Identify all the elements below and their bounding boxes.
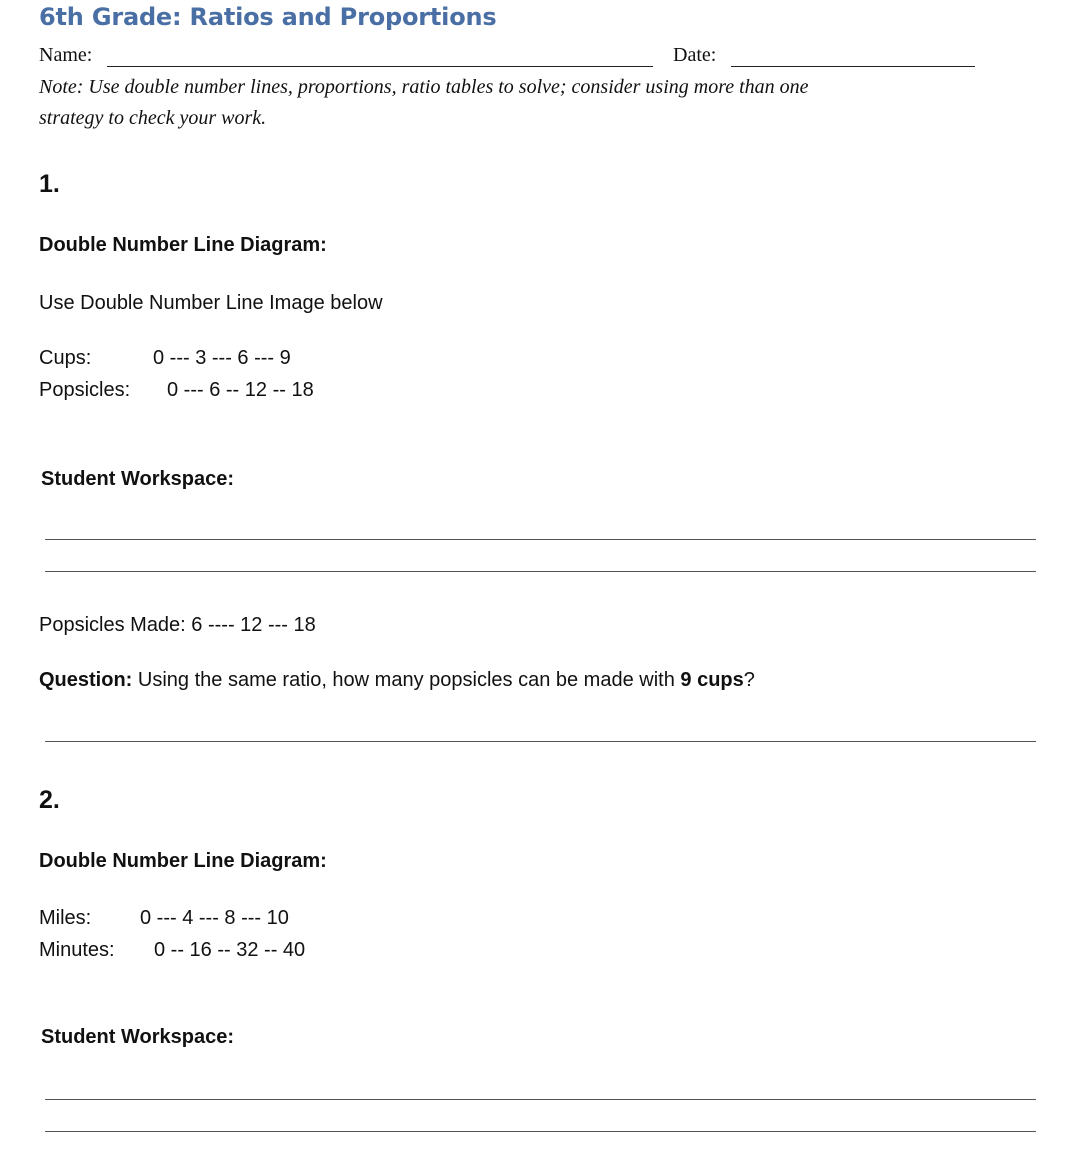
problem-1-instruction: Use Double Number Line Image below [39,292,383,314]
problem-1-line-a-values: 0 --- 3 --- 6 --- 9 [153,347,291,369]
problem-1-workspace-heading: Student Workspace: [41,468,234,490]
question-label: Question: [39,669,133,691]
problem-2-workspace-heading: Student Workspace: [41,1026,234,1048]
problem-1-line-a-label: Cups: [39,347,92,369]
worksheet-title: 6th Grade: Ratios and Proportions [39,3,497,31]
problem-1-diagram-heading: Double Number Line Diagram: [39,234,327,256]
name-field-line[interactable] [107,66,653,67]
problem-2-number: 2. [39,786,60,814]
problem-1-line-b-values: 0 --- 6 -- 12 -- 18 [167,379,314,401]
problem-1-question [39,669,755,692]
problem-2-line-b-values: 0 -- 16 -- 32 -- 40 [154,939,306,961]
note-line-1: Note: Use double number lines, proportions, ratio tables to solve; consider using more than one [39,76,809,98]
note-line-2: strategy to check your work. [39,107,267,129]
problem-1-summary: Popsicles Made: 6 ---- 12 --- 18 [39,614,316,636]
question-end: ? [743,669,755,691]
problem-2-workspace-line-2[interactable] [45,1131,1036,1132]
problem-2-diagram-heading: Double Number Line Diagram: [39,850,327,872]
problem-2-workspace-line-1[interactable] [45,1099,1036,1100]
problem-2-line-a-label: Miles: [39,907,92,929]
question-bold-text: 9 cups [680,669,744,691]
problem-1-number: 1. [39,170,60,198]
problem-1-answer-line[interactable] [45,741,1036,742]
name-label: Name: [39,44,93,66]
problem-1-line-b-label: Popsicles: [39,379,131,401]
date-label: Date: [673,44,717,66]
problem-1-workspace-line-2[interactable] [45,571,1036,572]
problem-1-workspace-line-1[interactable] [45,539,1036,540]
date-field-line[interactable] [731,66,975,67]
problem-2-line-a-values: 0 --- 4 --- 8 --- 10 [140,907,289,929]
problem-2-line-b-label: Minutes: [39,939,115,961]
question-text: Using the same ratio, how many popsicles can be made with [132,669,681,691]
